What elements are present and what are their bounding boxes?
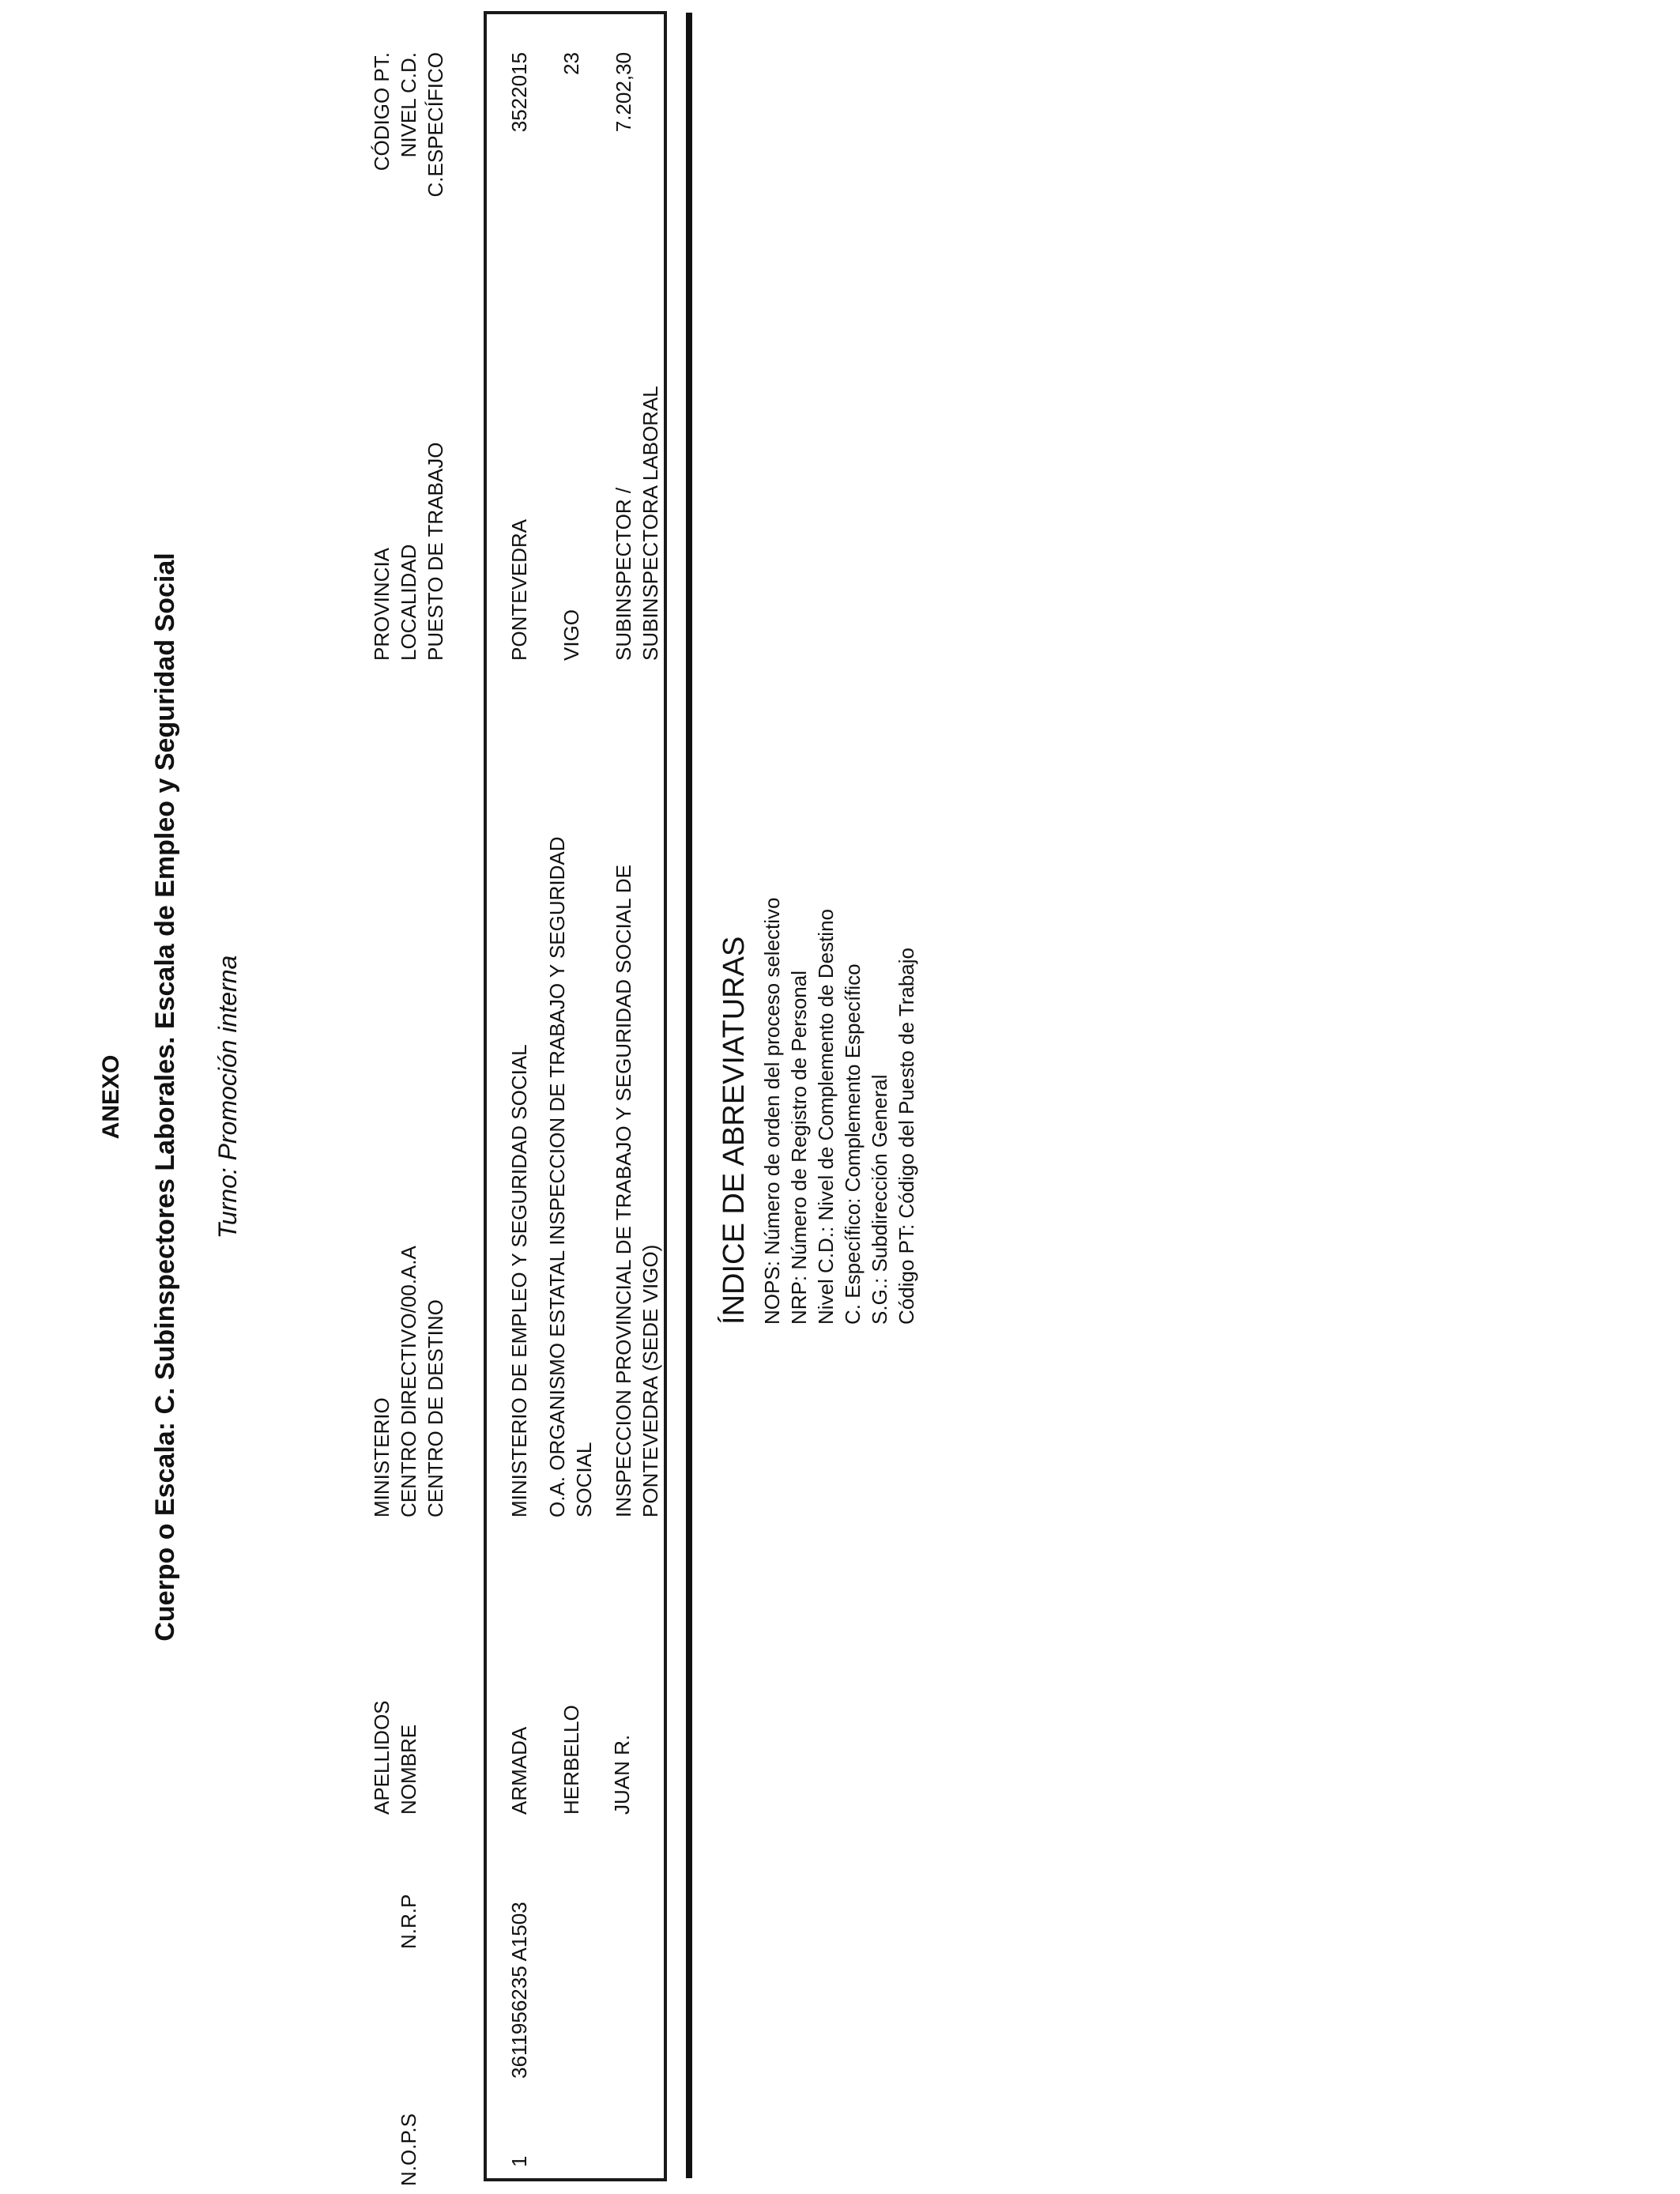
index-title: ÍNDICE DE ABREVIATURAS [718,936,751,1325]
row-nops: 1 [507,2155,531,2167]
row-ministerio: MINISTERIO DE EMPLEO Y SEGURIDAD SOCIAL [507,1044,531,1517]
header-ministerio [368,1246,449,1517]
row-centro-directivo [544,836,597,1517]
index-line-c-especifico: C. Específico: Complemento Específico [841,963,864,1325]
index-line-nivel-cd: Nivel C.D.: Nivel de Complemento de Destino [814,909,838,1325]
row-puesto-line2: SUBINSPECTORA LABORAL [638,386,662,661]
row-centro-destino [610,865,664,1517]
document-subtitle: Cuerpo o Escala: C. Subinspectores Laborales. Escala de Empleo y Seguridad Social [150,552,180,1642]
header-provincia-line2: LOCALIDAD [397,544,420,661]
header-provincia [368,443,449,661]
header-codigo [368,52,449,218]
row-apellido-1: ARMADA [507,1726,531,1815]
row-nrp: 3611956235 A1503 [507,1902,531,2079]
row-localidad: VIGO [559,609,583,661]
row-centro-directivo-line2: SOCIAL [572,1442,596,1517]
header-nombre: NOMBRE [397,1724,420,1815]
row-puesto [610,386,664,661]
index-line-nrp: NRP: Número de Registro de Personal [787,971,811,1325]
row-centro-destino-line1: INSPECCION PROVINCIAL DE TRABAJO Y SEGURIDAD SOCIAL DE [612,865,635,1517]
header-c-especifico: C.ESPECÍFICO [424,52,447,198]
row-centro-directivo-line1: O.A. ORGANISMO ESTATAL INSPECCION DE TRABAJO Y SEGURIDAD [545,836,569,1517]
turno-label: Turno: Promoción interna [213,955,242,1239]
index-line-sg: S.G.: Subdirección General [868,1074,891,1325]
index-line-nops: NOPS: Número de orden del proceso selectivo [760,897,784,1325]
header-provincia-line1: PROVINCIA [370,547,394,661]
header-provincia-line3: PUESTO DE TRABAJO [424,442,447,661]
header-apellidos: APELLIDOS [370,1700,394,1815]
header-ministerio-line1: MINISTERIO [370,1397,394,1517]
document-title: ANEXO [98,1054,124,1140]
header-codigo-pt: CÓDIGO PT. [370,52,394,172]
row-apellido-2: HERBELLO [559,1705,583,1815]
index-list [759,898,920,1325]
header-ministerio-line3: CENTRO DE DESTINO [424,1299,447,1517]
row-centro-destino-line2: PONTEVEDRA (SEDE VIGO) [638,1244,662,1517]
index-line-codigo-pt: Código PT: Código del Puesto de Trabajo [895,948,918,1325]
header-nrp: N.R.P [397,1894,420,1949]
header-nivel-cd: NIVEL C.D. [397,52,420,158]
section-divider [686,13,692,2178]
header-ministerio-line2: CENTRO DIRECTIVO/00.A.A [397,1246,420,1517]
row-provincia: PONTEVEDRA [507,518,531,661]
header-nops: N.O.P.S [397,2113,420,2186]
row-puesto-line1: SUBINSPECTOR / [612,487,635,661]
row-codigo-pt: 3522015 [507,52,531,133]
row-nombre: JUAN R. [610,1734,634,1815]
header-apellidos-nombre [368,1700,422,1815]
row-c-especifico: 7.202,30 [612,52,635,133]
row-nivel-cd: 23 [559,52,583,75]
